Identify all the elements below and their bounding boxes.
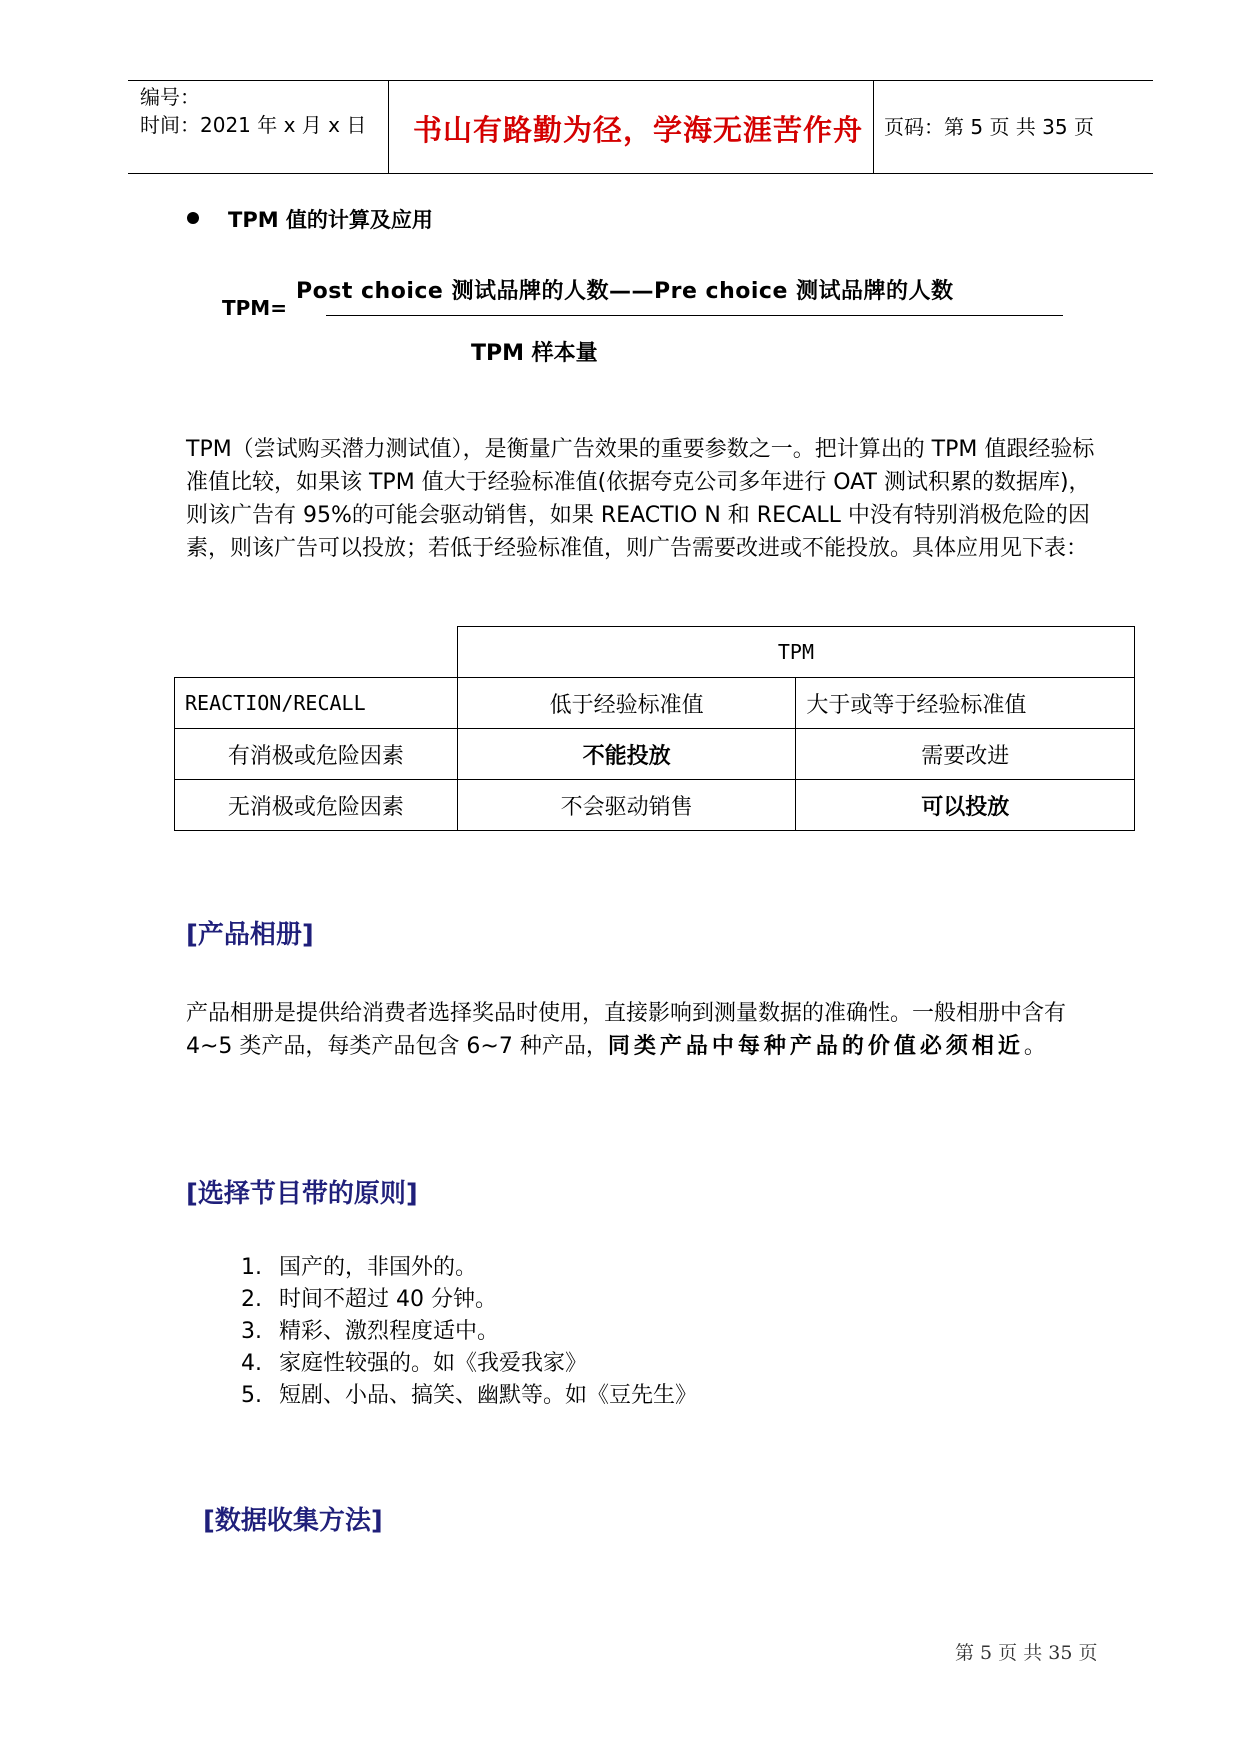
album-paragraph bbox=[186, 997, 1096, 1063]
table-row bbox=[175, 678, 1135, 729]
list-item bbox=[241, 1284, 941, 1316]
table-cell: 需要改进 bbox=[796, 729, 1135, 780]
table-cell: 不能投放 bbox=[457, 729, 796, 780]
tpm-paragraph: TPM（尝试购买潜力测试值），是衡量广告效果的重要参数之一。把计算出的 TPM 值跟经验标准值比较，如果该 TPM 值大于经验标准值(依据夸克公司多年进行 OAT 测试积累的数据库)，则该广告有 95%的可能会驱动销售，如果 REACTIO N 和 RECALL 中没有特别消极危险的因素，则该广告可以投放；若低于经验标准值，则广告需要改进或不能投放。具体应用见下表： bbox=[186, 437, 1095, 561]
header-motto: 书山有路勤为径，学海无涯苦作舟 bbox=[413, 113, 864, 147]
header-top-rule bbox=[128, 80, 1153, 81]
album-paragraph-normal: 产品相册是提供给消费者选择奖品时使用，直接影响到测量数据的准确性。一般相册中含有 4~5 类产品，每类产品包含 6~7 种产品， bbox=[186, 1001, 1067, 1059]
page-footer: 第 5 页 共 35 页 bbox=[955, 1642, 1098, 1664]
table-row-label: 无消极或危险因素 bbox=[175, 780, 458, 831]
principle-list bbox=[241, 1252, 941, 1412]
list-item bbox=[241, 1252, 941, 1284]
table-row-label: 有消极或危险因素 bbox=[175, 729, 458, 780]
list-item-number: 1. bbox=[241, 1255, 262, 1280]
table-cell: 不会驱动销售 bbox=[457, 780, 796, 831]
album-heading: [产品相册] bbox=[186, 920, 314, 950]
list-item-number: 5. bbox=[241, 1383, 262, 1408]
list-item-number: 2. bbox=[241, 1287, 262, 1312]
list-item-text: 短剧、小品、搞笑、幽默等。如《豆先生》 bbox=[279, 1383, 698, 1408]
formula-denominator: TPM 样本量 bbox=[471, 341, 598, 366]
formula-label: TPM= bbox=[222, 296, 287, 320]
list-item bbox=[241, 1380, 941, 1412]
table-cell: 可以投放 bbox=[796, 780, 1135, 831]
formula-numerator: Post choice 测试品牌的人数——Pre choice 测试品牌的人数 bbox=[296, 279, 954, 304]
table-row bbox=[175, 627, 1135, 678]
header-bottom-rule bbox=[128, 173, 1153, 174]
list-item bbox=[241, 1348, 941, 1380]
table-row bbox=[175, 729, 1135, 780]
table-top-header: TPM bbox=[457, 627, 1134, 678]
album-paragraph-bold: 同类产品中每种产品的价值必须相近 bbox=[607, 1034, 1024, 1059]
list-item-text: 时间不超过 40 分钟。 bbox=[279, 1287, 497, 1312]
tpm-application-table bbox=[174, 626, 1135, 831]
album-paragraph-end: 。 bbox=[1023, 1034, 1046, 1059]
list-item-text: 精彩、激烈程度适中。 bbox=[279, 1319, 500, 1344]
tpm-section-title: TPM 值的计算及应用 bbox=[228, 208, 433, 232]
table-col-low: 低于经验标准值 bbox=[457, 678, 796, 729]
data-collection-heading: [数据收集方法] bbox=[203, 1506, 383, 1536]
list-item-text: 家庭性较强的。如《我爱我家》 bbox=[279, 1351, 588, 1376]
list-item-number: 3. bbox=[241, 1319, 262, 1344]
header-page-info: 页码：第 5 页 共 35 页 bbox=[884, 115, 1094, 139]
table-row bbox=[175, 780, 1135, 831]
list-item-text: 国产的，非国外的。 bbox=[279, 1255, 478, 1280]
list-item-number: 4. bbox=[241, 1351, 262, 1376]
list-item bbox=[241, 1316, 941, 1348]
table-col-high: 大于或等于经验标准值 bbox=[796, 678, 1135, 729]
serial-label: 编号： bbox=[140, 85, 200, 109]
header-divider-left bbox=[388, 80, 389, 174]
table-row-header: REACTION/RECALL bbox=[175, 678, 458, 729]
fraction-bar bbox=[326, 315, 1063, 316]
header-divider-right bbox=[873, 80, 874, 174]
principle-heading: [选择节目带的原则] bbox=[186, 1179, 418, 1209]
time-label: 时间：2021 年 x 月 x 日 bbox=[140, 113, 367, 137]
bullet-icon bbox=[187, 212, 199, 224]
table-blank-cell bbox=[175, 627, 458, 678]
